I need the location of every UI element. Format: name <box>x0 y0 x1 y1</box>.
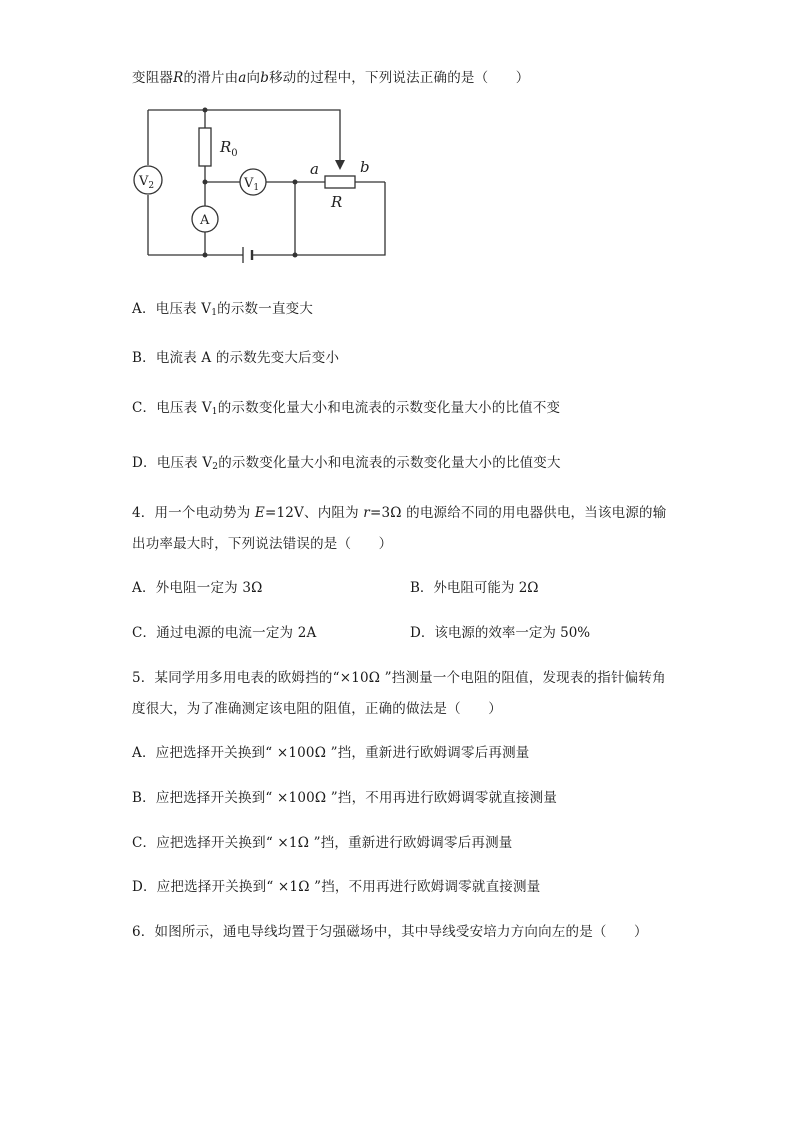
q3-option-a: A．电压表 $V_1$的示数一直变大 <box>132 301 314 318</box>
q4-stem-line2: 出功率最大时，下列说法错误的是（ ） <box>132 536 393 552</box>
q5-option-d: D．应把选择开关换到“ ×1Ω ”挡，不用再进行欧姆调零就直接测量 <box>132 879 541 895</box>
label-b-end: b <box>360 158 370 176</box>
label-a-end: a <box>310 160 319 178</box>
junction-dot <box>293 180 298 185</box>
label-r0: $R_0$ <box>220 138 238 159</box>
q3-stem: 变阻器R的滑片由a向b移动的过程中，下列说法正确的是（ ） <box>132 70 530 86</box>
q5-stem-line1: 5．某同学用多用电表的欧姆挡的“×10Ω ”挡测量一个电阻的阻值，发现表的指针偏转角 <box>132 670 666 686</box>
q6-stem: 6．如图所示，通电导线均置于匀强磁场中，其中导线受安培力方向向左的是（ ） <box>132 924 648 940</box>
slider-arrow <box>335 160 345 170</box>
label-r: R <box>331 193 343 211</box>
q4-option-a: A．外电阻一定为 3Ω <box>132 580 263 596</box>
q4-option-c: C．通过电源的电流一定为 2A <box>132 625 317 641</box>
q3-option-c: C．电压表 $V_1$的示数变化量大小和电流表的示数变化量大小的比值不变 <box>132 400 561 417</box>
q4-stem-line1: 4．用一个电动势为 E=12V、内阻为 r=3Ω 的电源给不同的用电器供电，当该电源的输 <box>132 505 667 521</box>
wire-top <box>148 110 340 160</box>
wire-bottom-right <box>252 182 385 255</box>
q3-option-d: D．电压表 $V_2$的示数变化量大小和电流表的示数变化量大小的比值变大 <box>132 455 561 472</box>
junction-dot <box>203 108 208 113</box>
q3-option-b: B．电流表 A 的示数先变大后变小 <box>132 350 340 366</box>
q4-option-b: B．外电阻可能为 2Ω <box>410 580 539 596</box>
circuit-diagram <box>130 100 400 270</box>
resistor-r0 <box>199 128 211 166</box>
label-a: A <box>200 213 210 228</box>
junction-dot <box>293 253 298 258</box>
junction-dot <box>203 180 208 185</box>
q5-option-b: B．应把选择开关换到“ ×100Ω ”挡，不用再进行欧姆调零就直接测量 <box>132 790 558 806</box>
q4-option-d: D．该电源的效率一定为 50% <box>410 625 591 641</box>
q5-option-c: C．应把选择开关换到“ ×1Ω ”挡，重新进行欧姆调零后再测量 <box>132 835 513 851</box>
label-v2: $V_2$ <box>139 174 155 191</box>
rheostat-r <box>325 176 355 188</box>
junction-dot <box>203 253 208 258</box>
q5-stem-line2: 度很大，为了准确测定该电阻的阻值，正确的做法是（ ） <box>132 701 502 717</box>
label-v1: $V_1$ <box>244 176 260 193</box>
q5-option-a: A．应把选择开关换到“ ×100Ω ”挡，重新进行欧姆调零后再测量 <box>132 745 530 761</box>
